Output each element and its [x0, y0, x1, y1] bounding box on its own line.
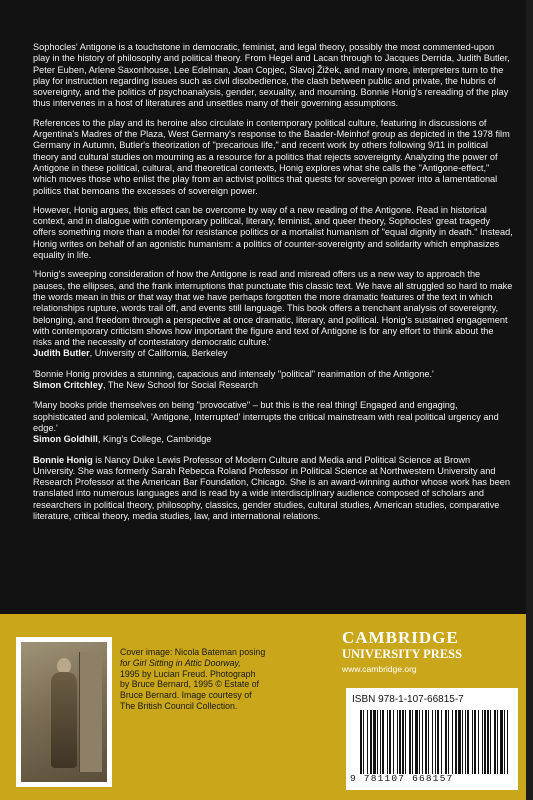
endorser-affiliation: , University of California, Berkeley — [89, 348, 228, 359]
publisher-subname: UNIVERSITY PRESS — [342, 647, 463, 661]
endorsement-goldhill — [33, 400, 513, 445]
endorsement-quote: 'Bonnie Honig provides a stunning, capacious and intensely "political" reanimation of the Antigone.' — [33, 368, 434, 379]
author-bio-text: is Nancy Duke Lewis Professor of Modern Culture and Media and Political Science at Brown University. She was formerly Sarah Rebecca Roland Professor in Political Science at Northwestern University and Research Professor at the American Bar Foundation, Chicago. She is an award-winning author whose work has been translated into numerous languages and is read by a wide interdisciplinary audience composed of scholars and researchers in political theory, philosophy, classics, gender studies, cultural studies, American studies, comparative literature, critical theory, media studies, law, and international relations. — [33, 454, 510, 521]
publisher-url: www.cambridge.org — [342, 664, 417, 674]
publisher-logo — [342, 628, 522, 674]
spine-edge — [526, 0, 533, 800]
publisher-name: CAMBRIDGE — [342, 628, 459, 647]
cover-photo — [21, 642, 107, 782]
credit-line: The British Council Collection. — [120, 700, 238, 711]
endorser-affiliation: , The New School for Social Research — [102, 380, 259, 391]
endorsement-butler — [33, 269, 513, 359]
endorser-name: Judith Butler — [33, 348, 90, 359]
endorsement-quote: 'Honig's sweeping consideration of how the Antigone is read and misread offers us a new way to approach the pauses, the ellipses, and the frank interruptions that punctuate this classic text. We have all struggled so hard to make the words mean in this or that way that we have perhaps forgotten the more dramatic features of the text in which relationships rupture, words trail off, and events still language. This book offers a trenchant analysis of sovereignty, belonging, and freedom through a perspective at once dramatic, literary, and political. Honig's sustained engagement with contemporary criticism shows how important the figure and text of Antigone is for any effort to think about the risks and the necessity of contestatory democratic culture.' — [33, 269, 513, 348]
endorser-name: Simon Critchley — [33, 380, 103, 391]
endorsement-quote: 'Many books pride themselves on being "provocative" – but this is the real thing! Engaged and engaging, sophisticated and polemical, 'Antigone, Interrupted' interrupts the critical mainstream with real political urgency and edge.' — [33, 400, 499, 433]
credit-line: 1995 by Lucian Freud. Photograph — [120, 668, 256, 679]
cover-text — [33, 42, 513, 530]
barcode-digits: 9 781107 668157 — [350, 773, 454, 784]
endorsement-critchley — [33, 369, 513, 392]
credit-line: Bruce Bernard. Image courtesy of — [120, 690, 252, 701]
credit-line: by Bruce Bernard, 1995 © Estate of — [120, 679, 260, 690]
intro-paragraph-1: Sophocles' Antigone is a touchstone in democratic, feminist, and legal theory, possibly the most commented-upon play in the history of philosophy and political theory. From Hegel and Lacan through to Jacques Derrida, Judith Butler, Peter Euben, Arlene Saxonhouse, Lee Edelman, Joan Copjec, Slavoj Žižek, and many more, interpreters turn to the play for instruction regarding issues such as civil disobedience, the clash between public and private, the hubris of sovereignty, and the politics of psychoanalysis, gender, sexuality, and mourning. Bonnie Honig's rereading of the play thus intervenes in a host of literatures and unsettles many of their governing assumptions. — [33, 42, 510, 109]
intro-paragraph-3: However, Honig argues, this effect can be overcome by way of a new reading of the Antigone. Read in historical context, and in dialogue with contemporary political, literary, feminist, and queer theory, Sophocles' great tragedy offers something more than a model for resistance politics or a mortalist humanism of "equal dignity in death." Instead, Honig writes on behalf of an agonistic humanism: a politics of counter-sovereignty and solidarity which emphasizes equality in life. — [33, 204, 513, 261]
figure-body-shape — [51, 672, 77, 768]
author-bio — [33, 455, 513, 523]
endorser-name: Simon Goldhill — [33, 434, 98, 445]
doorway-shape — [79, 652, 102, 772]
cover-photo-frame — [16, 637, 112, 787]
barcode-icon — [360, 710, 510, 774]
author-name: Bonnie Honig — [33, 454, 93, 465]
endorser-affiliation: , King's College, Cambridge — [97, 434, 212, 445]
endorsement-attribution — [33, 348, 513, 359]
credit-line: for Girl Sitting in Attic Doorway, — [120, 657, 241, 668]
endorsement-attribution — [33, 380, 513, 391]
intro-paragraph-2: References to the play and its heroine also circulate in contemporary political culture, featuring in discussions of Argentina's Madres of the Plaza, West Germany's response to the Baader-Meinhof group as depicted in the 1978 film Germany in Autumn, Butler's theorization of "precarious life," and recent work by others following 9/11 in political theory and cultural studies on mourning as a resource for a politics that rejects sovereignty. Analyzing the power of Antigone in these political, cultural, and theoretical contexts, Honig explores what she calls the "Antigone-effect," which moves those who enlist the play from an activist politics that quests for sovereign power into a lamentational politics that bemoans the excesses of sovereign power. — [33, 117, 510, 196]
cover-image-credit — [120, 647, 310, 712]
isbn-barcode-box — [346, 688, 518, 790]
credit-line: Cover image: Nicola Bateman posing — [120, 647, 266, 657]
endorsement-attribution — [33, 434, 513, 445]
isbn-label: ISBN 978-1-107-66815-7 — [352, 694, 464, 705]
